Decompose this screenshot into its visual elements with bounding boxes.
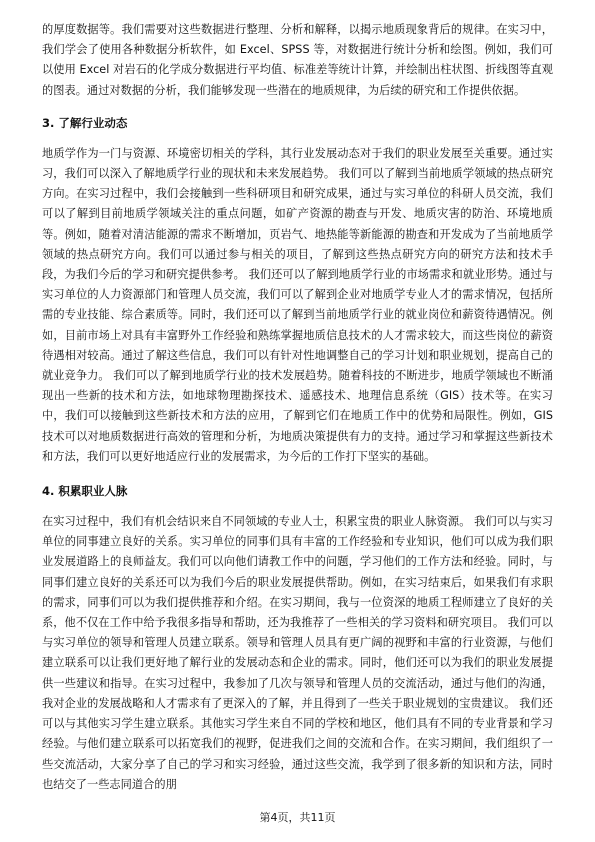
section-3-paragraph: 地质学作为一门与资源、环境密切相关的学科，其行业发展动态对于我们的职业发展至关重要。通过实习，我们可以深入了解地质学行业的现状和未来发展趋势。 我们可以了解到当前地质学领域的热点研究方向。在实习过程中，我们会接触到一些科研项目和研究成果，通过与实习单位的科研人员交流，我们可以了解到目前地质学领域关注的重点问题，如矿产资源的勘查与开发、地质灾害的防治、环境地质等。例如，随着对清洁能源的需求不断增加，页岩气、地热能等新能源的勘查和开发成为了当前地质学领域的热点研究方向。我们可以通过参与相关的项目，了解到这些热点研究方向的研究方法和技术手段，为我们今后的学习和研究提供参考。 我们还可以了解到地质学行业的市场需求和就业形势。通过与实习单位的人力资源部门和管理人员交流，我们可以了解到企业对地质学专业人才的需求情况，包括所需的专业技能、综合素质等。同时，我们还可以了解到当前地质学行业的就业岗位和薪资待遇情况。例如，目前市场上对具有丰富野外工作经验和熟练掌握地质信息技术的人才需求较大，而这些岗位的薪资待遇相对较高。通过了解这些信息，我们可以有针对性地调整自己的学习计划和职业规划，提高自己的就业竞争力。 我们可以了解到地质学行业的技术发展趋势。随着科技的不断进步，地质学领域也不断涌现出一些新的技术和方法，如地球物理勘探技术、遥感技术、地理信息系统（GIS）技术等。在实习中，我们可以接触到这些新技术和方法的应用，了解到它们在地质工作中的优势和局限性。例如，GIS 技术可以对地质数据进行高效的管理和分析，为地质决策提供有力的支持。通过学习和掌握这些新技术和方法，我们可以更好地适应行业的发展需求，为今后的工作打下坚实的基础。 <box>42 146 553 463</box>
intro-paragraph: 的厚度数据等。我们需要对这些数据进行整理、分析和解释，以揭示地质现象背后的规律。在实习中，我们学会了使用各种数据分析软件，如 Excel、SPSS 等，对数据进行统计分析和绘图。例如，我们可以使用 Excel 对岩石的化学成分数据进行平均值、标准差等统计计算，并绘制出柱状图、折线图等直观的图表。通过对数据的分析，我们能够发现一些潜在的地质规律，为后续的研究和工作提供依据。 <box>42 23 553 97</box>
section-4-paragraph: 在实习过程中，我们有机会结识来自不同领域的专业人士，积累宝贵的职业人脉资源。 我们可以与实习单位的同事建立良好的关系。实习单位的同事们具有丰富的工作经验和专业知识，他们可以成为我们职业发展道路上的良师益友。我们可以向他们请教工作中的问题，学习他们的工作方法和经验。同时，与同事们建立良好的关系还可以为我们今后的职业发展提供帮助。例如，在实习结束后，如果我们有求职的需求，同事们可以为我们提供推荐和介绍。在实习期间，我与一位资深的地质工程师建立了良好的关系，他不仅在工作中给予我很多指导和帮助，还为我推荐了一些相关的学习资料和研究项目。 我们可以与实习单位的领导和管理人员建立联系。领导和管理人员具有更广阔的视野和丰富的行业资源，与他们建立联系可以让我们更好地了解行业的发展动态和企业的需求。同时，他们还可以为我们的职业发展提供一些建议和指导。在实习过程中，我参加了几次与领导和管理人员的交流活动，通过与他们的沟通，我对企业的发展战略和人才需求有了更深入的了解，并且得到了一些关于职业规划的宝贵建议。 我们还可以与其他实习学生建立联系。其他实习学生来自不同的学校和地区，他们具有不同的专业背景和学习经验。与他们建立联系可以拓宽我们的视野，促进我们之间的交流和合作。在实习期间，我们组织了一些交流活动，大家分享了自己的学习和实习经验，通过这些交流，我学到了很多新的知识和方法，同时也结交了一些志同道合的朋 <box>42 515 553 791</box>
document-page <box>42 20 553 795</box>
page-number-footer: 第4页，共11页 <box>259 811 336 824</box>
section-4-heading: 4. 积累职业人脉 <box>42 484 128 499</box>
section-3-heading: 3. 了解行业动态 <box>42 115 128 130</box>
